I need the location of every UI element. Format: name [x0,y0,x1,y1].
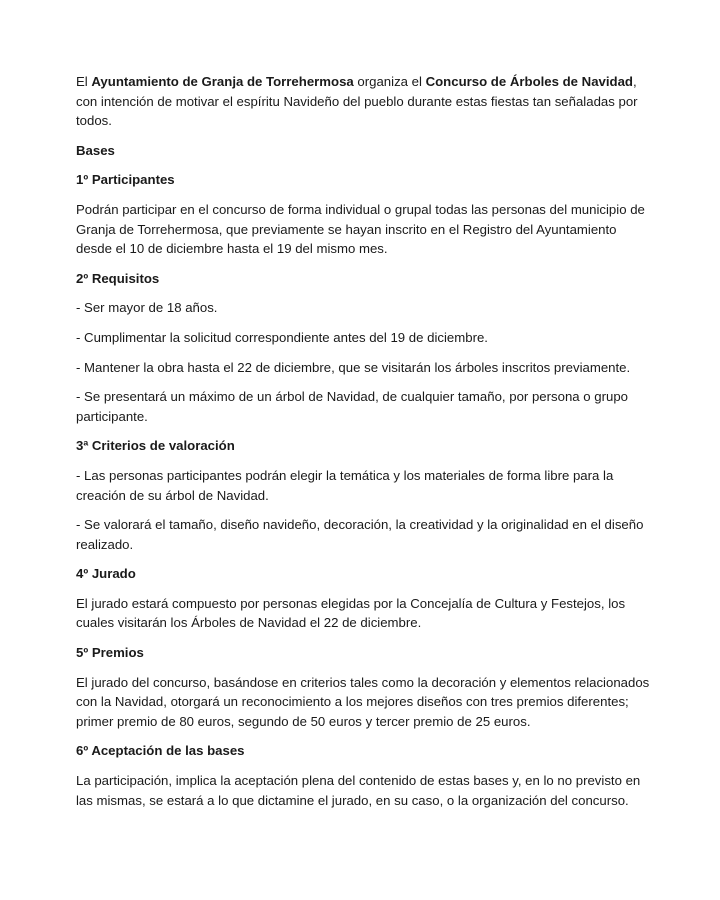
section-title-requisitos: 2º Requisitos [76,270,160,286]
section-title-jurado: 4º Jurado [76,566,136,582]
requisito-item: - Cumplimentar la solicitud correspondiente antes del 19 de diciembre. [76,329,488,345]
document-page [76,72,656,820]
intro-paragraph [76,72,656,131]
section-text-aceptacion: La participación, implica la aceptación plena del contenido de estas bases y, en lo no previsto en las mismas, se estará a lo que dictamine el jurado, en su caso, o la organización del concurso. [76,773,641,808]
bases-title: Bases [76,142,115,158]
section-title-participantes: 1º Participantes [76,172,175,188]
intro-pre: El [76,74,92,89]
section-title-premios: 5º Premios [76,645,144,661]
section-title-aceptacion: 6º Aceptación de las bases [76,743,245,759]
contest-name: Concurso de Árboles de Navidad [425,74,633,89]
intro-mid: organiza el [353,74,426,89]
criterio-item: - Se valorará el tamaño, diseño navideño, decoración, la creatividad y la originalidad en el diseño realizado. [76,517,644,552]
intro-post: , con intención de motivar el espíritu Navideño del pueblo durante estas fiestas tan señaladas por todos. [76,74,638,129]
criterio-item: - Las personas participantes podrán elegir la temática y los materiales de forma libre para la creación de su árbol de Navidad. [76,467,614,503]
requisito-item: - Ser mayor de 18 años. [76,300,218,316]
section-text-jurado: El jurado estará compuesto por personas elegidas por la Concejalía de Cultura y Festejos, los cuales visitarán los Árboles de Navidad el 22 de diciembre. [76,595,626,631]
requisito-item: - Mantener la obra hasta el 22 de diciembre, que se visitarán los árboles inscritos previamente. [76,359,631,375]
organizer-name: Ayuntamiento de Granja de Torrehermosa [91,74,354,89]
section-text-premios: El jurado del concurso, basándose en criterios tales como la decoración y elementos relacionados con la Navidad, otorgará un reconocimiento a los mejores diseños con tres premios diferentes; primer premio de 80 euros, segundo de 50 euros y tercer premio de 25 euros. [76,674,650,729]
requisito-item: - Se presentará un máximo de un árbol de Navidad, de cualquier tamaño, por persona o grupo participante. [76,389,629,424]
section-text-participantes: Podrán participar en el concurso de forma individual o grupal todas las personas del municipio de Granja de Torrehermosa, que previamente se hayan inscrito en el Registro del Ayuntamiento desde el 10 de diciembre hasta el 19 del mismo mes. [76,201,645,257]
section-title-criterios: 3ª Criterios de valoración [76,438,235,454]
